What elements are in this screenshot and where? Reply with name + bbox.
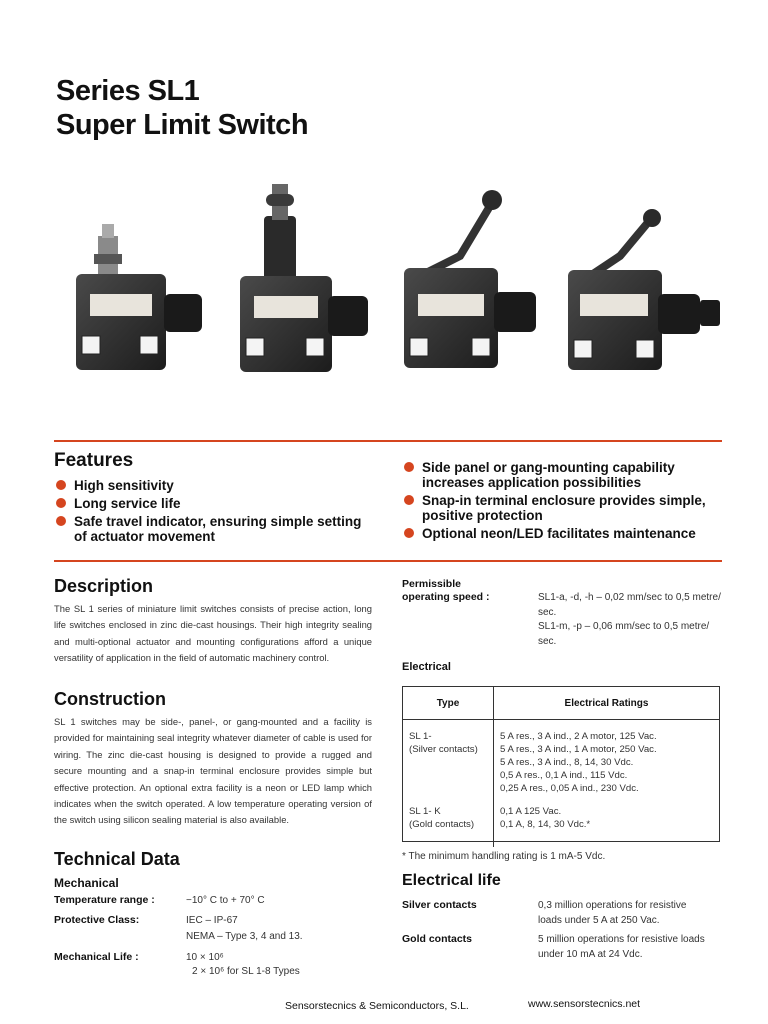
features-section [54,450,374,547]
protective-value-1: IEC – IP-67 [186,915,238,926]
features-heading: Features [54,450,134,471]
switch-plunger-image [76,224,202,370]
temp-label: Temperature range : [54,894,155,906]
title-line-1: Series SL1 [56,75,200,107]
feature-item: High sensitivity [54,478,374,493]
bullet-icon [56,516,66,526]
switch-roller-lever-image [404,190,536,368]
content-divider [54,560,722,562]
life-value-2: 2 × 10⁶ for SL 1-8 Types [192,966,300,977]
speed-values: SL1-a, -d, -h – 0,02 mm/sec to 0,5 metre/ sec. SL1-m, -p – 0,06 mm/sec to 0,5 metre/ sec. [538,592,721,647]
mechanical-heading: Mechanical [54,876,119,890]
electrical-ratings-table [402,686,720,842]
protective-value-2: NEMA – Type 3, 4 and 13. [186,931,303,942]
temp-value: −10° C to + 70° C [186,895,265,906]
life-label: Mechanical Life : [54,951,139,963]
bullet-icon [56,498,66,508]
footer-company: Sensorstecnics & Semiconductors, S.L. [285,1000,469,1012]
features-list-left [54,478,374,544]
bullet-icon [404,462,414,472]
table-row: SL 1- (Silver contacts) 5 A res., 3 A ind., 2 A motor, 125 Vac. 5 A res., 3 A ind., 1 A motor, 250 Vac. 5 A res., 3 A ind., 8, 14, 30 Vdc. 0,5 A res., 0,1 A ind., 115 Vdc. 0,25 A res., 0,05 A ind., 230 Vdc. [403,730,719,795]
protective-label: Protective Class: [54,914,140,926]
footer-website[interactable]: www.sensorstecnics.net [528,998,641,1010]
table-row: SL 1- K (Gold contacts) 0,1 A 125 Vac. 0,1 A, 8, 14, 30 Vdc.* [403,795,719,847]
page-title [56,74,308,142]
feature-item: Safe travel indicator, ensuring simple setting of actuator movement [54,514,374,544]
electrical-heading: Electrical [402,661,451,673]
speed-label: Permissible operating speed : [402,578,490,603]
silver-contacts-label: Silver contacts [402,899,477,911]
construction-text: SL 1 switches may be side-, panel-, or gang-mounted and a facility is provided for maintaining seal integrity whatever diameter of cable is used for wiring. The zinc die-cast housing is designed to provide a rugged and secure mounting and a snap-in terminal enclosure provides simple but effective protection. An optional extra facility is a neon or LED lamp which indicates when the switch operated. A low temperature operating version of the switch using silicon sealing material is also available. [54,716,372,826]
product-photos [60,176,740,386]
features-list-right [402,460,728,541]
technical-heading: Technical Data [54,849,180,869]
life-value-1: 10 × 10⁶ [186,952,224,963]
technical-section [54,849,372,892]
switch-roller-plunger-image [240,184,368,372]
product-photos-svg [60,176,740,386]
features-divider [54,440,722,442]
description-text: The SL 1 series of miniature limit switches consists of precise action, long life switches enclosed in zinc die-cast housings. Their high integrity sealing and multi-optional actuator and mounting configurations afford a unique versatility of application in the field of automatic machinery control. [54,603,372,664]
construction-heading: Construction [54,689,166,709]
electrical-life-heading: Electrical life [402,872,501,889]
construction-section [54,689,372,829]
gold-contacts-label: Gold contacts [402,933,473,945]
silver-contacts-value: 0,3 million operations for resistive loads under 5 A at 250 Vac. [538,900,687,926]
col-ratings-header: Electrical Ratings [494,687,720,720]
bullet-icon [404,528,414,538]
bullet-icon [404,495,414,505]
feature-item: Long service life [54,496,374,511]
bullet-icon [56,480,66,490]
col-type-header: Type [403,687,494,720]
switch-roller-lever-led-image [568,209,720,370]
description-heading: Description [54,576,154,596]
electrical-footnote: * The minimum handling rating is 1 mA-5 Vdc. [402,851,606,862]
title-line-2: Super Limit Switch [56,109,309,141]
feature-item: Optional neon/LED facilitates maintenance [402,526,728,541]
features-section-right [402,460,728,544]
gold-contacts-value: 5 million operations for resistive loads under 10 mA at 24 Vdc. [538,934,705,960]
feature-item: Snap-in terminal enclosure provides simple, positive protection [402,493,728,523]
feature-item: Side panel or gang-mounting capability increases application possibilities [402,460,728,490]
description-section [54,576,372,667]
